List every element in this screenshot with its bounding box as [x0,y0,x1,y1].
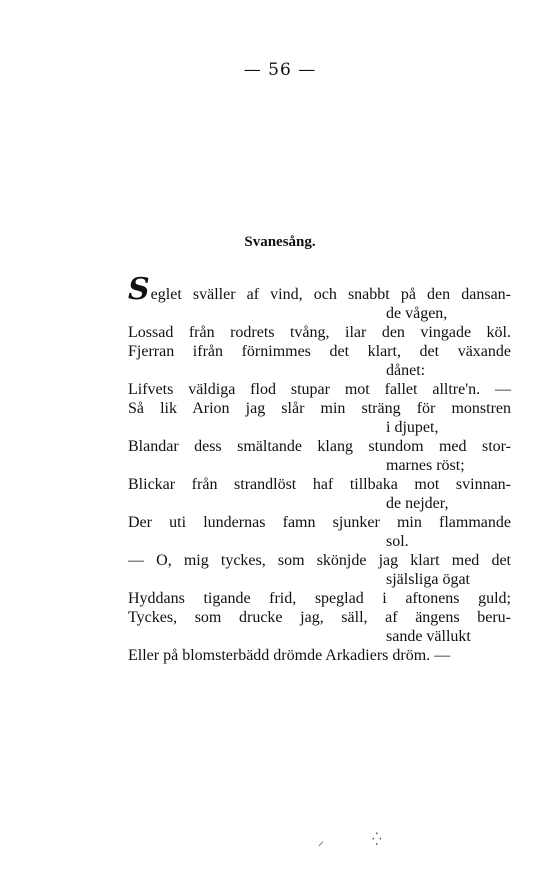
poem-line-continuation: sol. [386,533,409,550]
print-speck: ⁛ [372,832,382,846]
poem-line-continuation: själsliga ögat [386,571,470,588]
poem-line-continuation: i djupet, [386,419,439,436]
poem-line-text: eglet sväller af vind, och snabbt på den dansan- [150,286,511,303]
poem-line-continuation: de nejder, [386,495,449,512]
poem-line: Blickar från strandlöst haf tillbaka mot svinnan- [128,476,511,493]
poem-line: Hyddans tigande frid, speglad i aftonens guld; [128,590,511,607]
poem-line [128,272,511,307]
poem-line-continuation: de vågen, [386,305,448,322]
poem-line: Fjerran ifrån förnimmes det klart, det växande [128,343,511,360]
poem-line: Eller på blomsterbädd drömde Arkadiers dröm. — [128,647,451,664]
poem-line: Så lik Arion jag slår min sträng för monstren [128,400,511,417]
poem-line-continuation: sande vällukt [386,628,471,645]
poem-line-continuation: dånet: [386,362,426,379]
poem-body [128,272,511,665]
poem-line: — O, mig tyckes, som skönjde jag klart med det [128,552,511,569]
poem-line: Lossad från rodrets tvång, ilar den vingade köl. [128,324,511,341]
poem-line: Lifvets väldiga flod stupar mot fallet alltre'n. — [128,381,511,398]
poem-line: Der uti lundernas famn sjunker min flammande [128,514,511,531]
poem-title: Svanesång. [244,234,316,250]
poem-line: Tyckes, som drucke jag, säll, af ängens beru- [128,609,511,626]
print-speck: ⸝ [318,834,325,848]
poem-line-continuation: marnes röst; [386,457,465,474]
drop-cap: S [128,272,150,307]
poem-line: Blandar dess smältande klang stundom med stor- [128,438,511,455]
page-number: — 56 — [243,60,317,80]
